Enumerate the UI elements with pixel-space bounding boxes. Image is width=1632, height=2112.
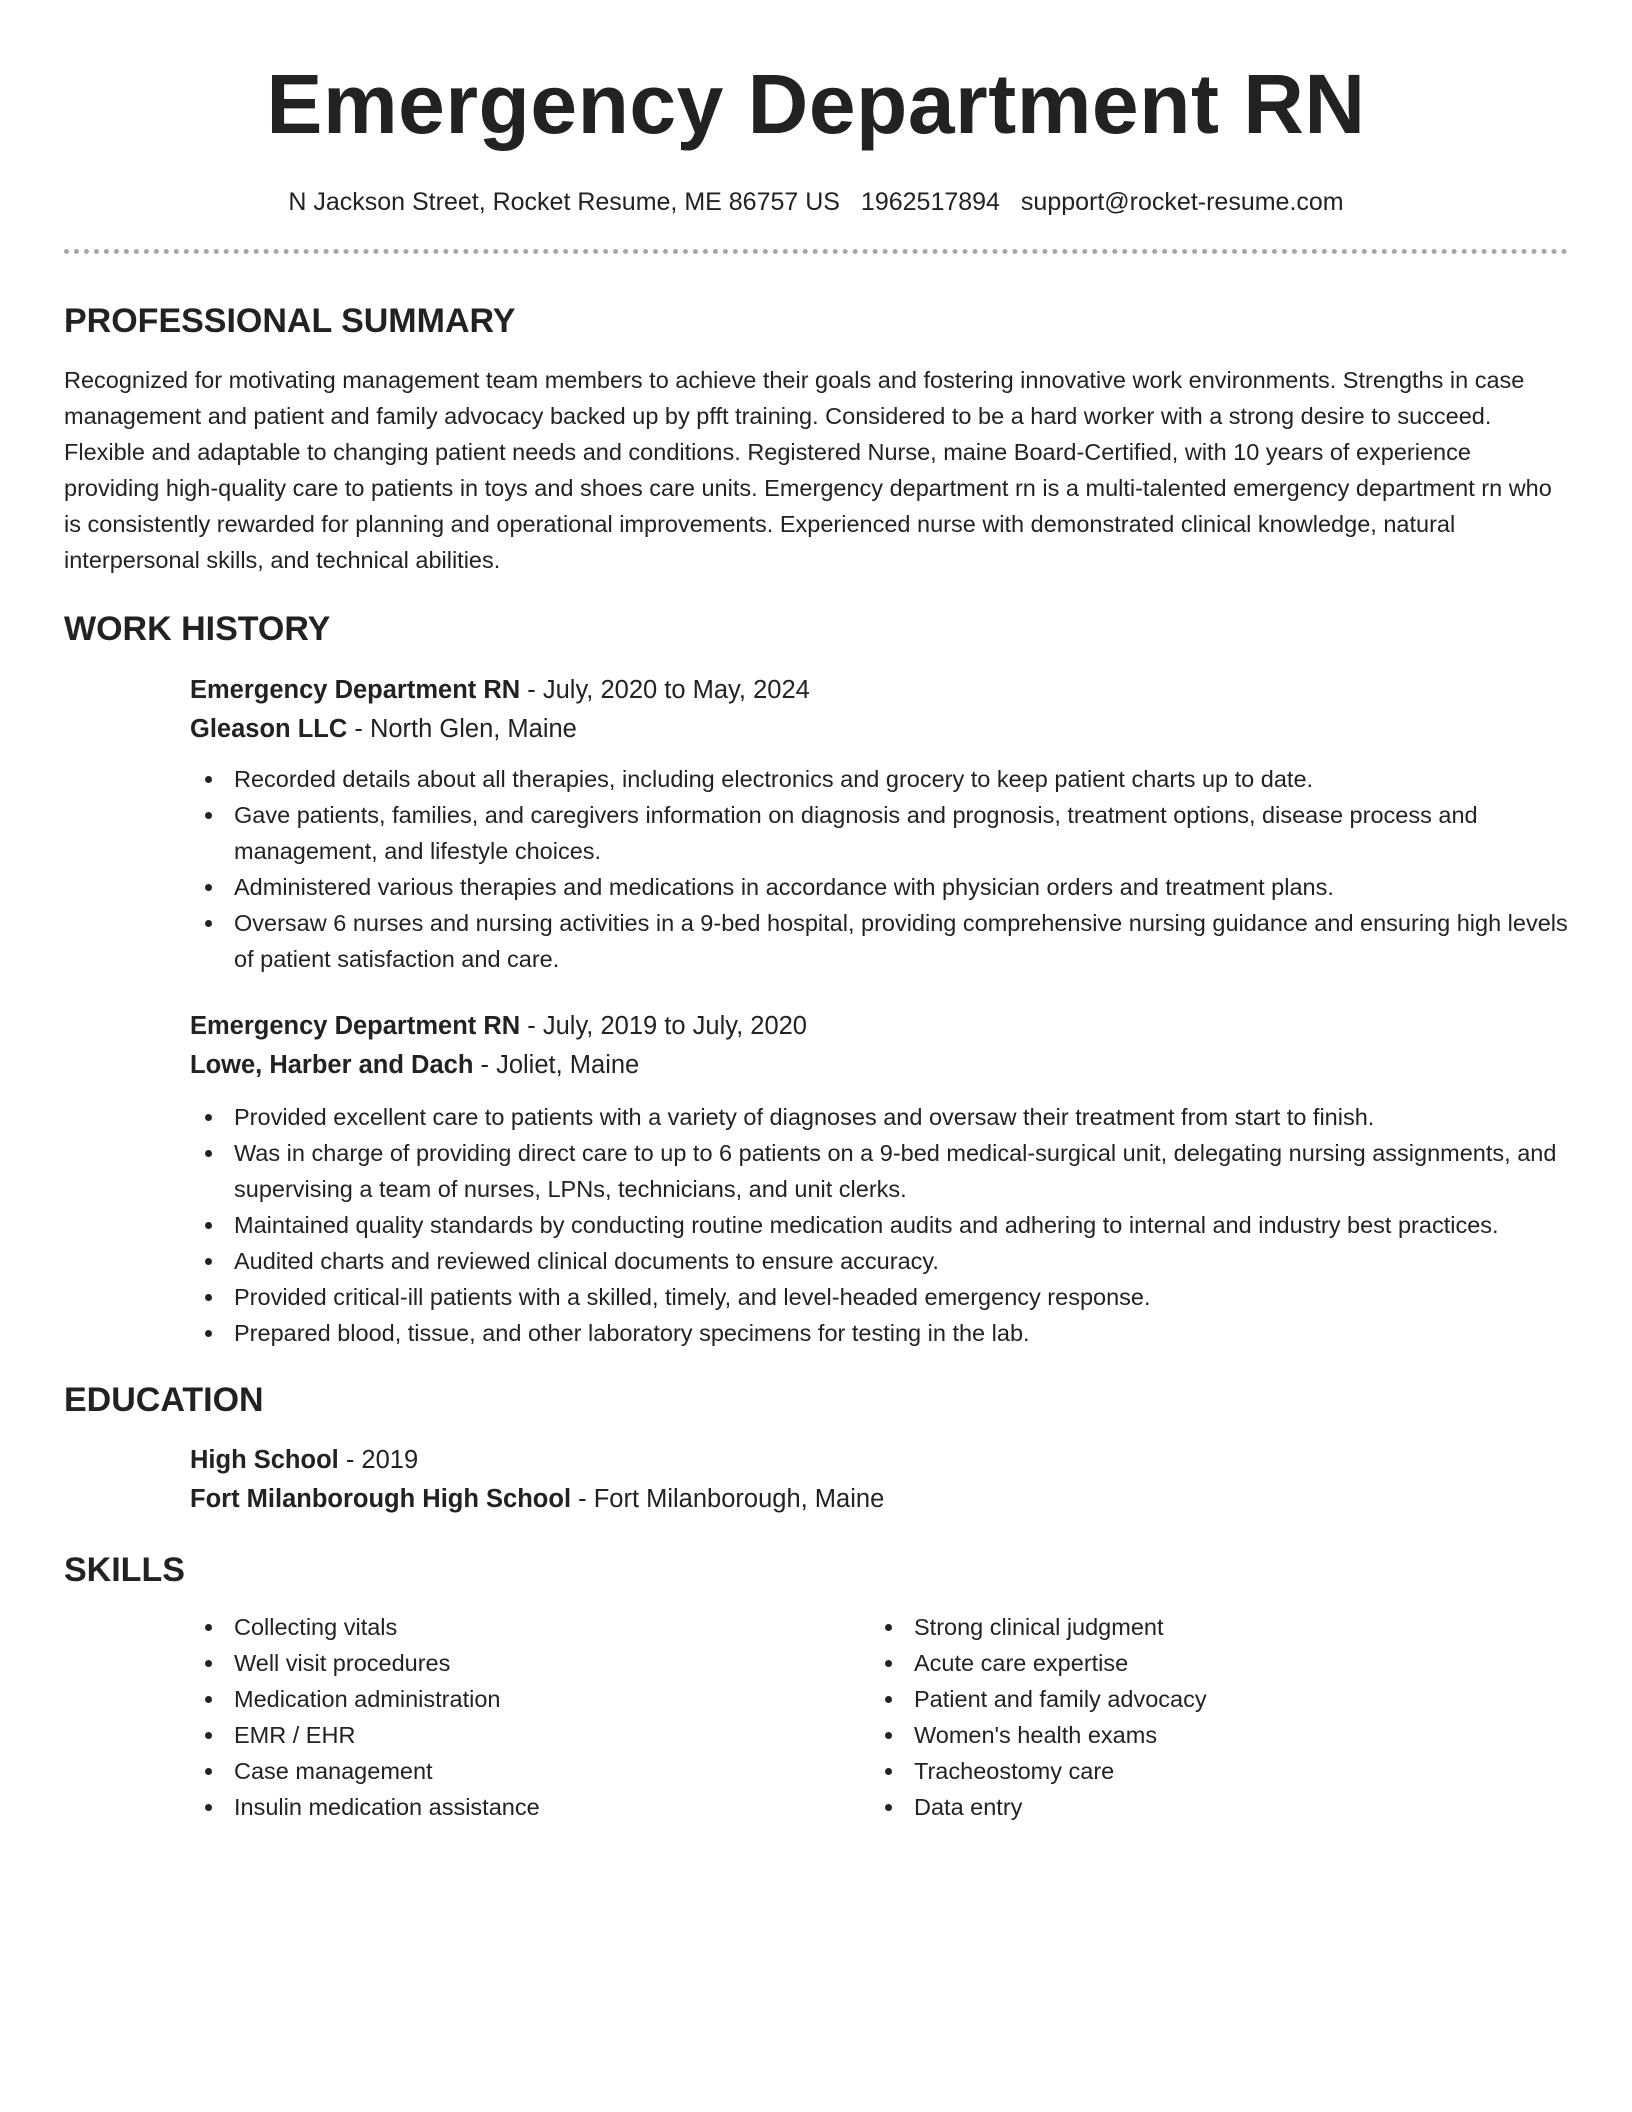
education-heading: EDUCATION — [64, 1381, 264, 1419]
job-location: - Joliet, Maine — [473, 1051, 640, 1079]
education-location: - Fort Milanborough, Maine — [571, 1485, 885, 1513]
skill-item: Collecting vitals — [190, 1609, 870, 1645]
summary-text: Recognized for motivating management team members to achieve their goals and fostering innovative work environments. Strengths in case management and patient and family advocacy backed up by pfft training. Considered to be a hard worker with a strong desire to succeed. Flexible and adaptable to changing patient needs and conditions. Registered Nurse, maine Board-Certified, with 10 years of experience providing high-quality care to patients in toys and shoes care units. Emergency department rn is a multi-talented emergency department rn who is consistently rewarded for planning and operational improvements. Experienced nurse with demonstrated clinical knowledge, natural interpersonal skills, and technical abilities. — [64, 367, 1552, 573]
job-entry — [190, 671, 1568, 977]
job-location: - North Glen, Maine — [347, 715, 577, 743]
skills-column-right — [870, 1609, 1550, 1825]
education-entry — [190, 1441, 1568, 1519]
contact-email: support@rocket-resume.com — [1020, 188, 1344, 216]
job-bullet: Was in charge of providing direct care to up to 6 patients on a 9-bed medical-surgical unit, delegating nursing assignments, and supervising a team of nurses, LPNs, technicians, and unit clerks. — [190, 1135, 1568, 1207]
job-company: Lowe, Harber and Dach — [190, 1051, 474, 1079]
skill-item: Acute care expertise — [870, 1645, 1550, 1681]
summary-heading: PROFESSIONAL SUMMARY — [64, 302, 516, 340]
skill-item: Insulin medication assistance — [190, 1789, 870, 1825]
skill-item: Case management — [190, 1753, 870, 1789]
job-bullet: Prepared blood, tissue, and other laboratory specimens for testing in the lab. — [190, 1315, 1568, 1351]
job-title-line — [190, 1007, 1568, 1046]
work-history-heading: WORK HISTORY — [64, 610, 331, 648]
job-entry — [190, 1007, 1568, 1351]
job-bullet: Maintained quality standards by conducting routine medication audits and adhering to internal and industry best practices. — [190, 1207, 1568, 1243]
contact-line — [64, 190, 1568, 215]
job-company-line — [190, 710, 1568, 749]
job-company-line — [190, 1046, 1568, 1085]
skills-column-left — [190, 1609, 870, 1825]
education-school: Fort Milanborough High School — [190, 1485, 572, 1513]
skill-item: Well visit procedures — [190, 1645, 870, 1681]
job-dates: - July, 2019 to July, 2020 — [520, 1012, 807, 1040]
skill-item: Medication administration — [190, 1681, 870, 1717]
header-divider — [64, 249, 1568, 254]
job-bullet: Recorded details about all therapies, including electronics and grocery to keep patient charts up to date. — [190, 761, 1568, 797]
job-bullet: Oversaw 6 nurses and nursing activities in a 9-bed hospital, providing comprehensive nursing guidance and ensuring high levels of patient satisfaction and care. — [190, 905, 1568, 977]
job-bullet: Gave patients, families, and caregivers information on diagnosis and prognosis, treatment options, disease process and management, and lifestyle choices. — [190, 797, 1568, 869]
education-degree-line — [190, 1441, 1568, 1480]
contact-phone: 1962517894 — [860, 188, 1000, 216]
education-year: - 2019 — [338, 1446, 419, 1474]
job-bullets — [190, 761, 1568, 977]
skill-item: EMR / EHR — [190, 1717, 870, 1753]
resume-name: Emergency Department RN — [266, 57, 1366, 151]
skill-item: Tracheostomy care — [870, 1753, 1550, 1789]
skill-item: Patient and family advocacy — [870, 1681, 1550, 1717]
skill-item: Strong clinical judgment — [870, 1609, 1550, 1645]
education-school-line — [190, 1480, 1568, 1519]
contact-address: N Jackson Street, Rocket Resume, ME 86757 US — [288, 188, 840, 216]
job-company: Gleason LLC — [190, 715, 348, 743]
job-title-line — [190, 671, 1568, 710]
job-bullets — [190, 1099, 1568, 1351]
skill-item: Women's health exams — [870, 1717, 1550, 1753]
job-bullet: Provided excellent care to patients with a variety of diagnoses and oversaw their treatment from start to finish. — [190, 1099, 1568, 1135]
skills-heading: SKILLS — [64, 1551, 185, 1589]
job-role: Emergency Department RN — [190, 676, 521, 704]
skill-item: Data entry — [870, 1789, 1550, 1825]
education-degree: High School — [190, 1446, 339, 1474]
job-dates: - July, 2020 to May, 2024 — [520, 676, 810, 704]
job-bullet: Audited charts and reviewed clinical documents to ensure accuracy. — [190, 1243, 1568, 1279]
job-bullet: Administered various therapies and medications in accordance with physician orders and treatment plans. — [190, 869, 1568, 905]
job-role: Emergency Department RN — [190, 1012, 521, 1040]
skills-grid — [190, 1609, 1568, 1825]
job-bullet: Provided critical-ill patients with a skilled, timely, and level-headed emergency response. — [190, 1279, 1568, 1315]
